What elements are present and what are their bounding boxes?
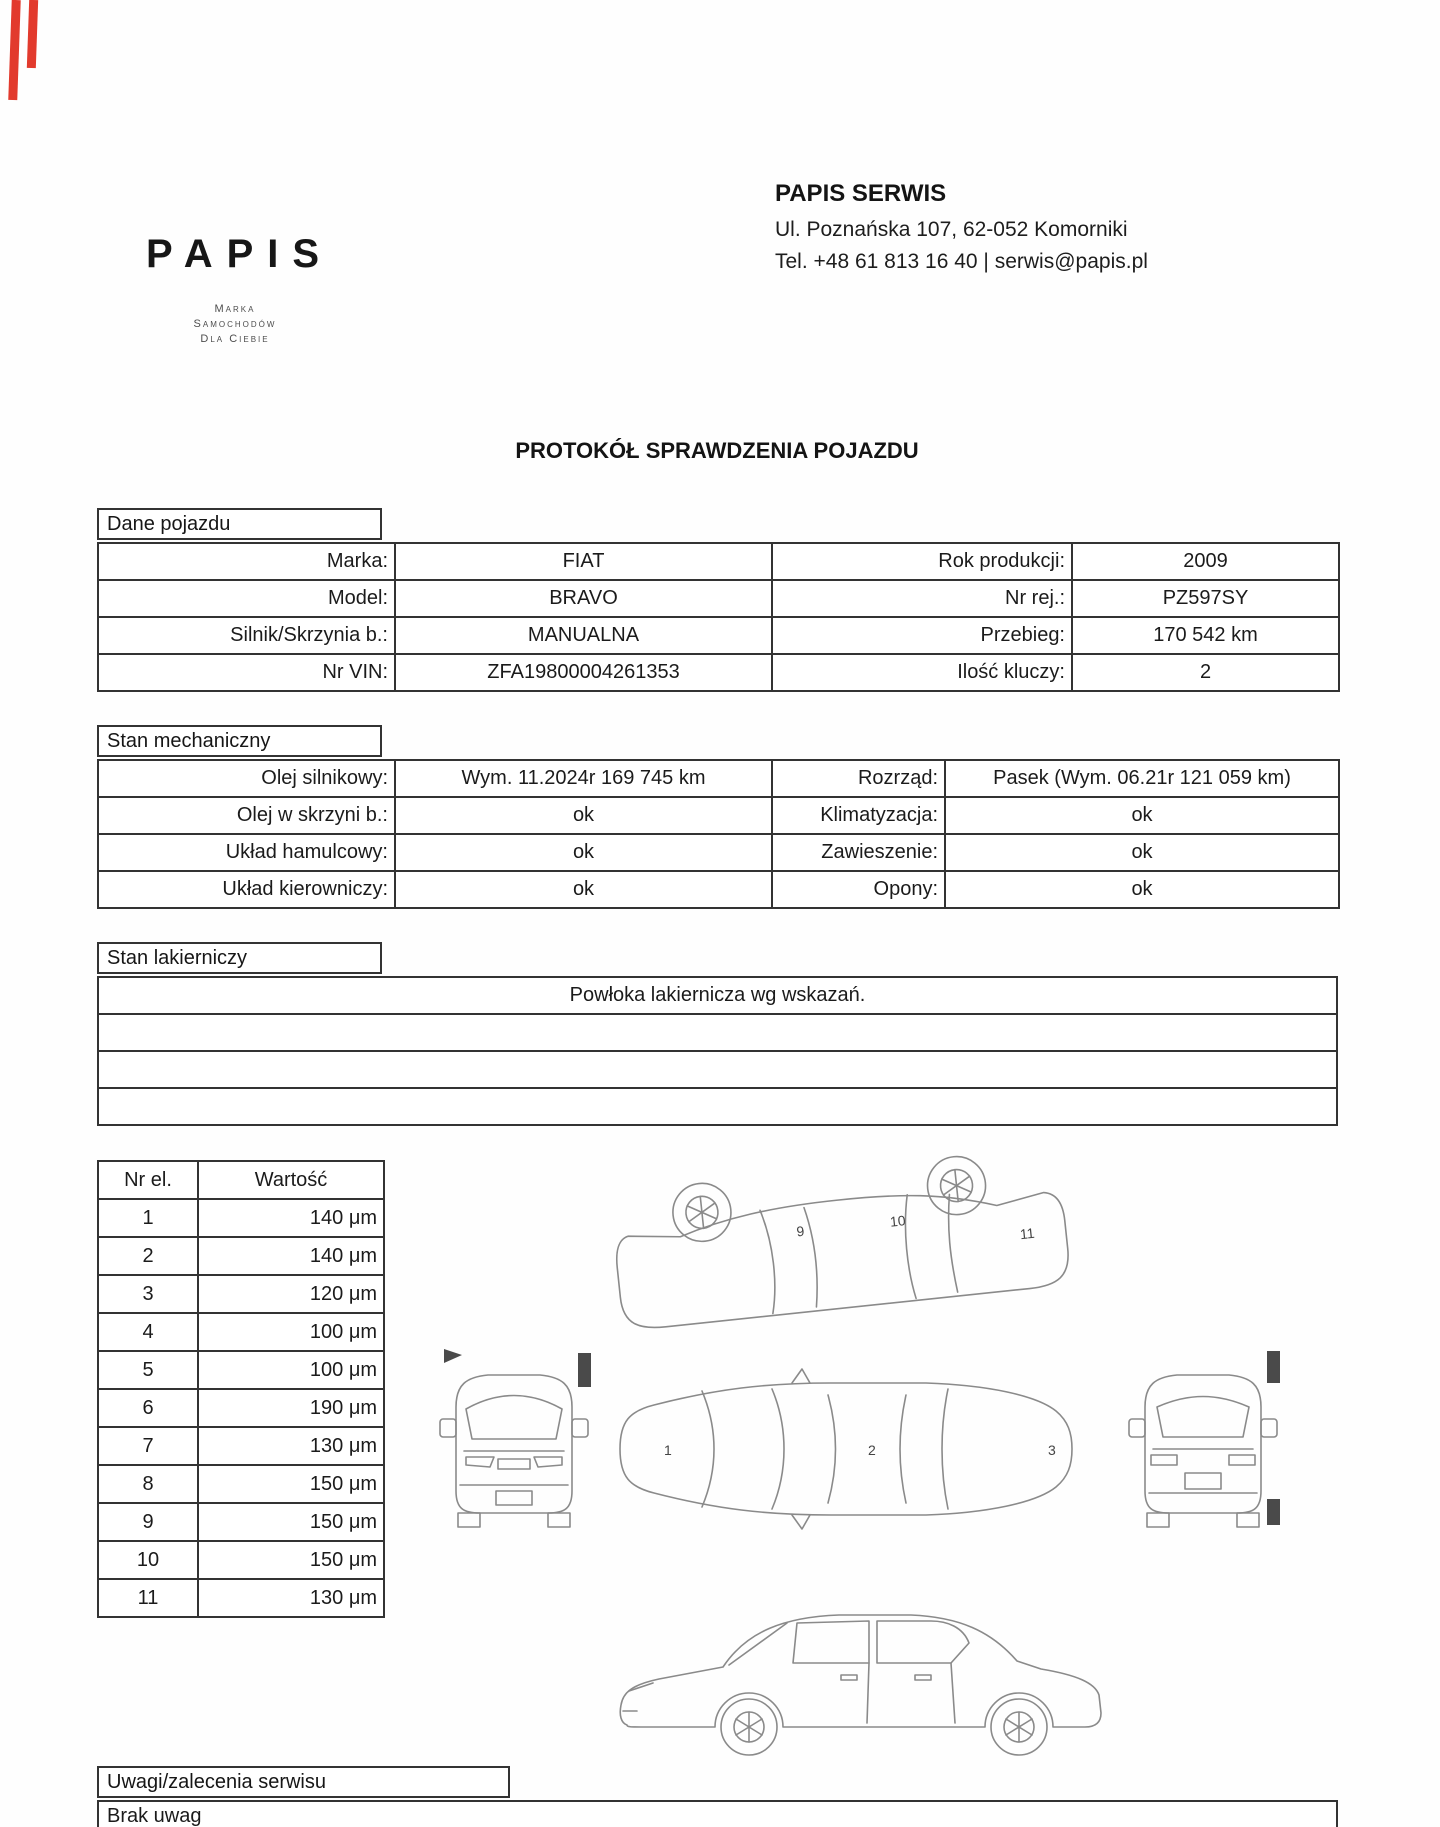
scan-red-mark [8,0,20,100]
section-header-paint: Stan lakierniczy [97,942,382,974]
mechanical-state-table [97,759,1338,909]
element-number: 11 [98,1579,198,1617]
field-label: Silnik/Skrzynia b.: [98,617,395,654]
table-row [98,654,1339,691]
field-label: Układ hamulcowy: [98,834,395,871]
tagline-line: Marka [214,303,256,315]
table-row [98,1014,1337,1051]
table-row [98,871,1339,908]
table-row [98,760,1339,797]
field-label: Olej w skrzyni b.: [98,797,395,834]
field-value: 2009 [1072,543,1339,580]
vehicle-data-table [97,542,1338,692]
tagline-line: Dla Ciebie [200,333,270,345]
company-contact: Tel. +48 61 813 16 40 | serwis@papis.pl [775,250,1148,273]
table-row [98,1541,384,1579]
field-value: MANUALNA [395,617,772,654]
thickness-table [97,1160,383,1618]
field-label: Rozrząd: [772,760,945,797]
company-logo: PAPIS [146,232,334,276]
table-row [98,1389,384,1427]
remarks-note: Brak uwag [97,1800,1338,1827]
thickness-value: 140 μm [198,1199,384,1237]
field-label: Opony: [772,871,945,908]
company-address: Ul. Poznańska 107, 62-052 Komorniki [775,218,1128,241]
table-row [98,1503,384,1541]
element-number: 10 [98,1541,198,1579]
thickness-value: 130 μm [198,1579,384,1617]
company-info-block [775,180,1335,282]
element-number: 8 [98,1465,198,1503]
thickness-value: 190 μm [198,1389,384,1427]
table-row [98,977,1337,1014]
element-number: 1 [98,1199,198,1237]
field-value: Wym. 11.2024r 169 745 km [395,760,772,797]
empty-cell [98,1014,1337,1051]
car-front-view-diagram [432,1343,596,1554]
diagram-marker: 11 [1019,1224,1036,1243]
page-title: PROTOKÓŁ SPRAWDZENIA POJAZDU [515,438,919,463]
element-number: 4 [98,1313,198,1351]
column-header-value: Wartość [198,1161,384,1199]
field-label: Ilość kluczy: [772,654,1072,691]
field-value: 170 542 km [1072,617,1339,654]
table-row [98,1351,384,1389]
car-roof-view-diagram [588,1131,1094,1357]
field-value: ok [945,797,1339,834]
diagram-marker: 10 [889,1212,907,1230]
field-label: Model: [98,580,395,617]
field-value: 2 [1072,654,1339,691]
field-label: Marka: [98,543,395,580]
table-row [98,543,1339,580]
field-label: Nr VIN: [98,654,395,691]
empty-cell [98,1088,1337,1125]
field-label: Olej silnikowy: [98,760,395,797]
field-value: ok [395,834,772,871]
thickness-value: 100 μm [198,1351,384,1389]
paint-state-table [97,976,1338,1126]
table-row [98,1199,384,1237]
table-row [98,1313,384,1351]
table-row [98,797,1339,834]
column-header-nr: Nr el. [98,1161,198,1199]
section-header-mechanical: Stan mechaniczny [97,725,382,757]
table-row [98,1237,384,1275]
field-value: ok [395,797,772,834]
car-top-view-diagram [596,1343,1086,1554]
field-value: BRAVO [395,580,772,617]
element-number: 6 [98,1389,198,1427]
thickness-value: 140 μm [198,1237,384,1275]
tagline-line: Samochodów [193,318,277,330]
table-row [98,1579,384,1617]
scan-red-mark [27,0,38,68]
field-label: Rok produkcji: [772,543,1072,580]
diagram-marker: 3 [1048,1442,1056,1458]
table-row [98,834,1339,871]
field-value: PZ597SY [1072,580,1339,617]
company-tagline [120,302,350,347]
diagram-marker: 9 [795,1222,806,1240]
car-side-view-diagram [607,1565,1121,1770]
diagram-marker: 2 [868,1442,876,1458]
field-value: ok [945,871,1339,908]
section-header-vehicle: Dane pojazdu [97,508,382,540]
car-rear-view-diagram [1121,1343,1285,1554]
element-number: 9 [98,1503,198,1541]
field-label: Przebieg: [772,617,1072,654]
table-row [98,617,1339,654]
table-row [98,1427,384,1465]
thickness-value: 150 μm [198,1503,384,1541]
field-label: Klimatyzacja: [772,797,945,834]
element-number: 3 [98,1275,198,1313]
field-label: Zawieszenie: [772,834,945,871]
field-label: Nr rej.: [772,580,1072,617]
element-number: 7 [98,1427,198,1465]
field-label: Układ kierowniczy: [98,871,395,908]
field-value: ok [945,834,1339,871]
thickness-value: 130 μm [198,1427,384,1465]
paint-note: Powłoka lakiernicza wg wskazań. [98,977,1337,1014]
empty-cell [98,1051,1337,1088]
table-row [98,1051,1337,1088]
element-number: 5 [98,1351,198,1389]
field-value: ok [395,871,772,908]
company-name: PAPIS SERWIS [775,180,947,207]
table-row [98,1465,384,1503]
table-row [98,580,1339,617]
field-value: FIAT [395,543,772,580]
field-value: ZFA19800004261353 [395,654,772,691]
element-number: 2 [98,1237,198,1275]
thickness-value: 150 μm [198,1465,384,1503]
diagram-marker: 1 [664,1442,672,1458]
field-value: Pasek (Wym. 06.21r 121 059 km) [945,760,1339,797]
table-row [98,1275,384,1313]
thickness-value: 150 μm [198,1541,384,1579]
thickness-value: 100 μm [198,1313,384,1351]
table-header-row [98,1161,384,1199]
table-row [98,1088,1337,1125]
thickness-value: 120 μm [198,1275,384,1313]
section-header-remarks: Uwagi/zalecenia serwisu [97,1766,510,1798]
